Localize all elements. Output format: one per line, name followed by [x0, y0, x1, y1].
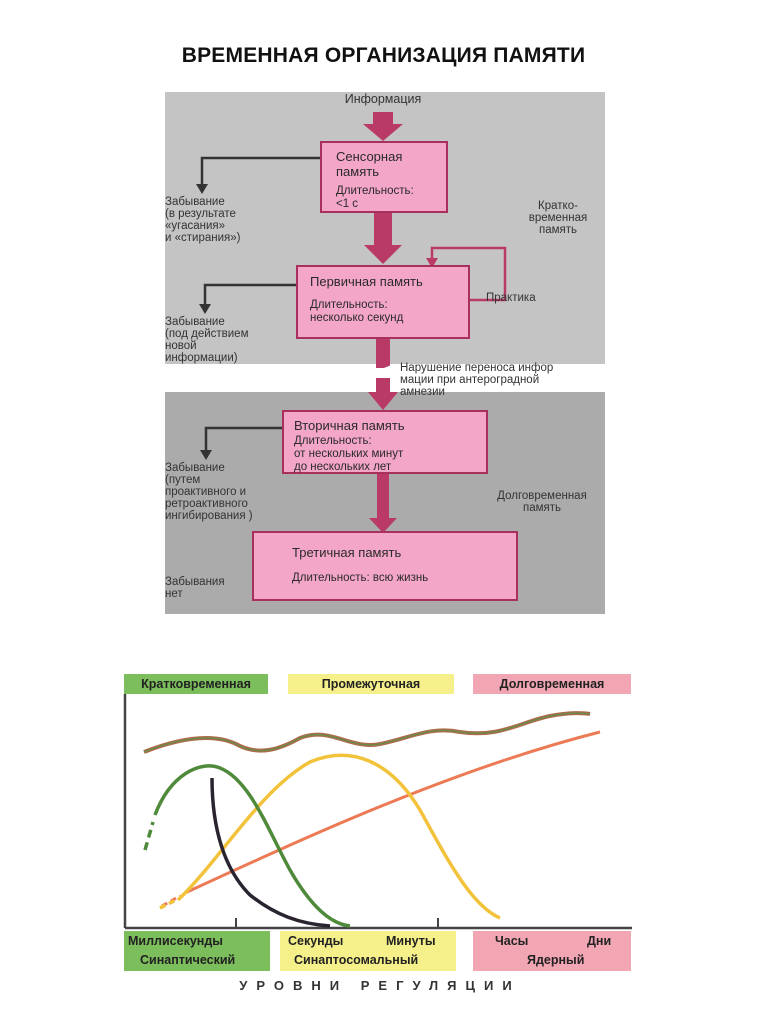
page-title: ВРЕМЕННАЯ ОРГАНИЗАЦИЯ ПАМЯТИ	[181, 44, 586, 67]
primary-title: Первичная память	[310, 274, 423, 289]
scale-hours: Часы	[495, 934, 529, 948]
forget1-arrow	[202, 158, 320, 186]
scale-min: Минуты	[386, 934, 436, 948]
disruption-label: Нарушение переноса инфор мации при антероградной амнезии	[400, 362, 554, 398]
practice-label: Практика	[486, 292, 536, 304]
scale-box-nuclear	[473, 931, 631, 971]
forget4-label: Забывания нет	[165, 576, 225, 600]
secondary-memory-box	[282, 410, 488, 474]
input-arrow-head	[363, 124, 403, 141]
sensory-to-primary-head	[364, 245, 402, 264]
short-term-label: Кратко- временная память	[528, 200, 588, 236]
intermediate-dashed	[160, 900, 176, 908]
primary-to-secondary-head	[368, 392, 398, 410]
short-term-dashed	[145, 822, 153, 850]
scale-box-synaptic	[124, 931, 270, 971]
legend-intermediate: Промежуточная	[288, 674, 454, 694]
forget2-arrow	[205, 285, 296, 306]
legend-long-term: Долговременная	[473, 674, 631, 694]
sensory-title: Сенсорная память	[336, 149, 403, 179]
input-arrow-shaft	[373, 112, 393, 126]
sensory-duration: Длительность: <1 с	[336, 185, 414, 210]
forget3-label: Забывание (путем проактивного и ретроактивного ингибирования )	[165, 462, 253, 522]
intermediate-curve	[178, 755, 500, 918]
primary-duration: Длительность: несколько секунд	[310, 299, 404, 324]
secondary-title: Вторичная память	[294, 418, 405, 433]
secondary-duration: Длительность: от нескольких минут до нескольких лет	[294, 435, 404, 473]
legend-short-term: Кратковременная	[124, 674, 268, 694]
primary-to-secondary-shaft-top	[376, 338, 390, 368]
primary-memory-box	[296, 265, 470, 339]
input-label: Информация	[344, 92, 422, 106]
regulation-levels-label: УРОВНИ РЕГУЛЯЦИИ	[239, 978, 521, 993]
scale-nuclear: Ядерный	[527, 953, 585, 967]
short-term-curve	[155, 766, 350, 926]
long-term-wavy-curve	[144, 713, 590, 752]
scale-sec: Секунды	[288, 934, 344, 948]
long-term-rise-dashed	[162, 896, 180, 906]
forget1-label: Забывание (в результате «угасания» и «стирания»)	[165, 196, 241, 244]
scale-synaptosomal: Синаптосомальный	[294, 953, 419, 967]
long-term-rise-curve	[185, 732, 600, 893]
tertiary-duration: Длительность: всю жизнь	[292, 572, 429, 584]
tertiary-memory-box	[252, 531, 518, 601]
sensory-to-primary-shaft	[374, 212, 392, 248]
forget3-arrow	[206, 428, 282, 452]
long-term-wavy-curve-edge	[144, 713, 590, 752]
scale-box-synaptosomal	[280, 931, 456, 971]
sensory-memory-box	[320, 141, 448, 213]
long-term-label: Долговременная память	[497, 490, 587, 514]
primary-to-secondary-shaft-bottom	[376, 378, 390, 394]
scale-synaptic: Синаптический	[140, 953, 236, 967]
scale-ms: Миллисекунды	[128, 934, 223, 948]
sensory-curve	[212, 778, 330, 926]
secondary-to-tertiary-shaft	[377, 474, 389, 520]
forget2-label: Забывание (под действием новой информации)	[165, 316, 249, 364]
scale-days: Дни	[587, 934, 612, 948]
tertiary-title: Третичная память	[292, 545, 402, 560]
